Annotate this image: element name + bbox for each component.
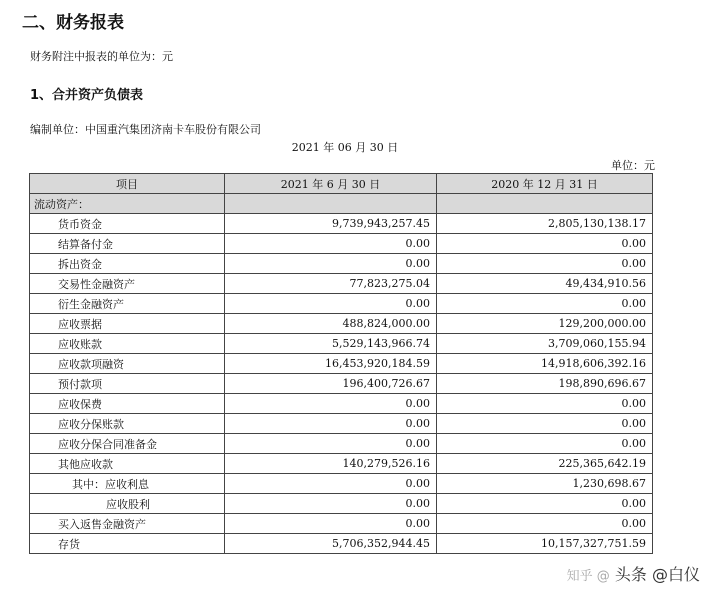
value-2020: 0.00 <box>437 294 653 314</box>
header-2020: 2020 年 12 月 31 日 <box>437 174 653 194</box>
value-2021: 16,453,920,184.59 <box>225 354 437 374</box>
value-2021: 0.00 <box>225 234 437 254</box>
value-2020: 0.00 <box>437 254 653 274</box>
unit-note: 财务附注中报表的单位为：元 <box>30 50 173 63</box>
row-label: 货币资金 <box>30 214 225 234</box>
value-2021: 0.00 <box>225 394 437 414</box>
row-label: 应收票据 <box>30 314 225 334</box>
section-empty-cell <box>437 194 653 214</box>
value-2021: 0.00 <box>225 474 437 494</box>
value-2021: 0.00 <box>225 514 437 534</box>
value-2021: 5,706,352,944.45 <box>225 534 437 554</box>
table-row <box>30 294 653 314</box>
table-row <box>30 514 653 534</box>
value-2021: 0.00 <box>225 294 437 314</box>
row-label: 交易性金融资产 <box>30 274 225 294</box>
value-2021: 196,400,726.67 <box>225 374 437 394</box>
section-label: 流动资产： <box>30 194 225 214</box>
row-label: 存货 <box>30 534 225 554</box>
value-2020: 0.00 <box>437 434 653 454</box>
table-row <box>30 334 653 354</box>
value-2021: 0.00 <box>225 494 437 514</box>
table-row <box>30 534 653 554</box>
value-2021: 0.00 <box>225 254 437 274</box>
row-label: 买入返售金融资产 <box>30 514 225 534</box>
row-label: 其他应收款 <box>30 454 225 474</box>
value-2020: 10,157,327,751.59 <box>437 534 653 554</box>
watermark <box>563 562 704 585</box>
section-row <box>30 194 653 214</box>
table-header-row <box>30 174 653 194</box>
table-row <box>30 314 653 334</box>
compiler-line: 编制单位：中国重汽集团济南卡车股份有限公司 <box>30 123 261 136</box>
table-row <box>30 254 653 274</box>
value-2020: 2,805,130,138.17 <box>437 214 653 234</box>
value-2020: 1,230,698.67 <box>437 474 653 494</box>
report-date: 2021 年 06 月 30 日 <box>291 141 399 154</box>
row-label: 衍生金融资产 <box>30 294 225 314</box>
table-row <box>30 454 653 474</box>
value-2020: 49,434,910.56 <box>437 274 653 294</box>
watermark-faint: 知乎 @ <box>566 569 610 584</box>
value-2020: 0.00 <box>437 394 653 414</box>
section-empty-cell <box>225 194 437 214</box>
unit-label: 单位：元 <box>611 159 655 172</box>
value-2020: 3,709,060,155.94 <box>437 334 653 354</box>
value-2020: 198,890,696.67 <box>437 374 653 394</box>
header-2021: 2021 年 6 月 30 日 <box>225 174 437 194</box>
row-label: 应收保费 <box>30 394 225 414</box>
value-2021: 140,279,526.16 <box>225 454 437 474</box>
value-2020: 0.00 <box>437 494 653 514</box>
table-row <box>30 214 653 234</box>
table-body <box>30 194 653 554</box>
value-2020: 225,365,642.19 <box>437 454 653 474</box>
value-2020: 129,200,000.00 <box>437 314 653 334</box>
value-2021: 0.00 <box>225 434 437 454</box>
value-2020: 0.00 <box>437 234 653 254</box>
table-row <box>30 234 653 254</box>
table-row <box>30 434 653 454</box>
watermark-text: 头条 @白仪 <box>614 565 700 584</box>
value-2020: 0.00 <box>437 514 653 534</box>
row-label: 应收股利 <box>30 494 225 514</box>
section-heading: 二、财务报表 <box>22 13 124 33</box>
table-row <box>30 274 653 294</box>
value-2020: 14,918,606,392.16 <box>437 354 653 374</box>
statement-title: 1、合并资产负债表 <box>30 88 144 103</box>
table-row <box>30 374 653 394</box>
row-label: 预付款项 <box>30 374 225 394</box>
row-label: 拆出资金 <box>30 254 225 274</box>
header-item: 项目 <box>30 174 225 194</box>
row-label: 应收分保合同准备金 <box>30 434 225 454</box>
value-2021: 488,824,000.00 <box>225 314 437 334</box>
row-label: 应收账款 <box>30 334 225 354</box>
table-row <box>30 474 653 494</box>
row-label: 其中：应收利息 <box>30 474 225 494</box>
table-row <box>30 494 653 514</box>
value-2020: 0.00 <box>437 414 653 434</box>
value-2021: 77,823,275.04 <box>225 274 437 294</box>
table-row <box>30 414 653 434</box>
table-row <box>30 394 653 414</box>
value-2021: 5,529,143,966.74 <box>225 334 437 354</box>
value-2021: 9,739,943,257.45 <box>225 214 437 234</box>
balance-sheet-table <box>29 173 653 554</box>
row-label: 应收款项融资 <box>30 354 225 374</box>
value-2021: 0.00 <box>225 414 437 434</box>
row-label: 结算备付金 <box>30 234 225 254</box>
table-row <box>30 354 653 374</box>
row-label: 应收分保账款 <box>30 414 225 434</box>
